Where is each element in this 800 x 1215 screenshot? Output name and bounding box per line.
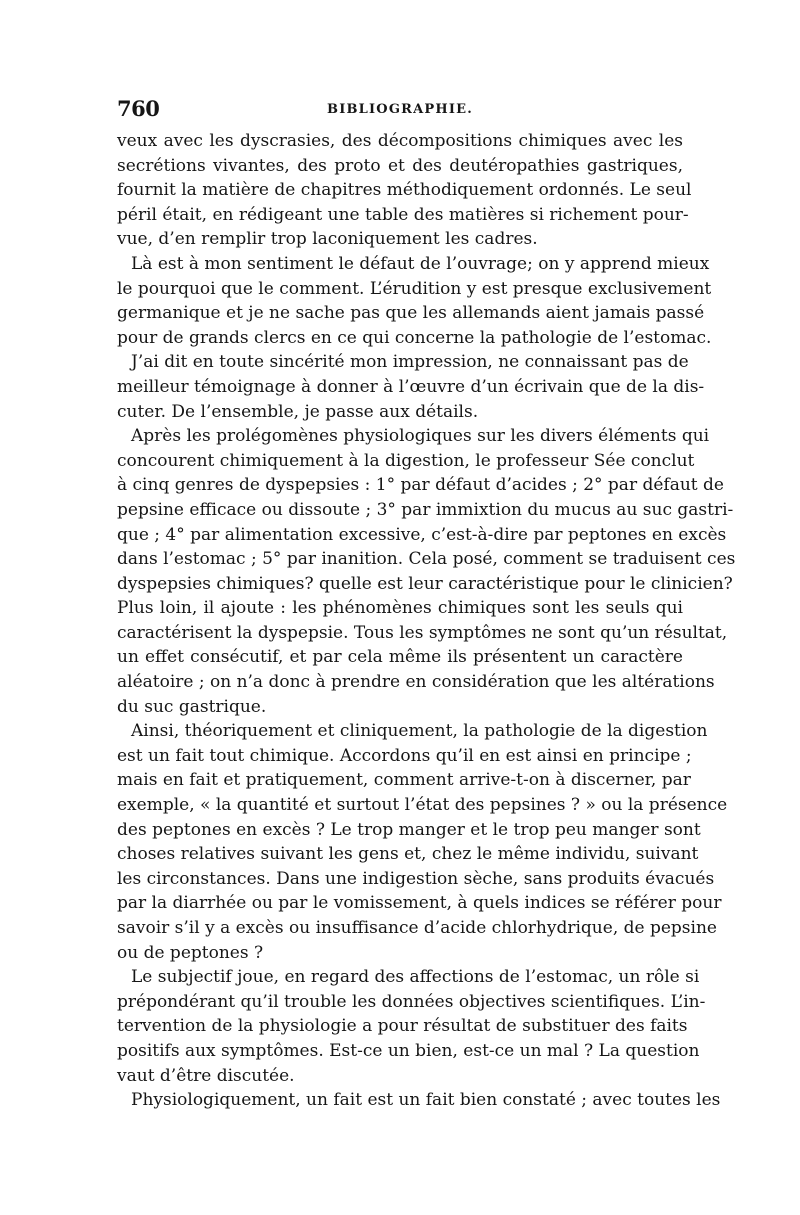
text-line: du suc gastrique. <box>117 696 267 717</box>
text-line: que ; 4° par alimentation excessive, c’est-à-dire par peptones en excès <box>117 524 727 545</box>
text-line: choses relatives suivant les gens et, chez le même individu, suivant <box>117 844 699 865</box>
paragraph <box>117 252 712 350</box>
text-line: caractérisent la dyspepsie. Tous les symptômes ne sont qu’un résultat, <box>117 622 728 643</box>
paragraph <box>117 129 692 252</box>
text-line: dyspepsies chimiques? quelle est leur caractéristique pour le clinicien? <box>117 573 733 594</box>
text-line: pour de grands clercs en ce qui concerne la pathologie de l’estomac. <box>117 327 712 348</box>
text-line: Après les prolégomènes physiologiques sur les divers éléments qui <box>131 426 710 447</box>
text-line: savoir s’il y a excès ou insuffisance d’acide chlorhydrique, de pepsine <box>117 918 717 938</box>
text-line: meilleur témoignage à donner à l’œuvre d’un écrivain que de la dis- <box>117 376 705 397</box>
body-text <box>117 129 736 1113</box>
text-line: positifs aux symptômes. Est-ce un bien, est-ce un mal ? La question <box>117 1040 700 1061</box>
text-line: dans l’estomac ; 5° par inanition. Cela posé, comment se traduisent ces <box>117 549 736 570</box>
text-line: J’ai dit en toute sincérité mon impression, ne connaissant pas de <box>131 352 689 373</box>
text-line: est un fait tout chimique. Accordons qu’il en est ainsi en principe ; <box>117 745 692 766</box>
running-title: BIBLIOGRAPHIE. <box>327 102 473 117</box>
text-line: secrétions vivantes, des proto et des deutéropathies gastriques, <box>117 155 683 176</box>
text-line: par la diarrhée ou par le vomissement, à quels indices se référer pour <box>117 893 722 914</box>
text-line: péril était, en rédigeant une table des matières si richement pour- <box>117 204 689 225</box>
text-line: fournit la matière de chapitres méthodiquement ordonnés. Le seul <box>117 180 692 201</box>
paragraph <box>117 1088 721 1113</box>
text-line: mais en fait et pratiquement, comment arrive-t-on à discerner, par <box>117 770 691 791</box>
paragraph <box>117 719 728 965</box>
text-line: vue, d’en remplir trop laconiquement les cadres. <box>117 229 538 250</box>
text-line: un effet consécutif, et par cela même ils présentent un caractère <box>117 647 683 668</box>
text-line: Physiologiquement, un fait est un fait bien constaté ; avec toutes les <box>131 1090 721 1111</box>
text-line: Plus loin, il ajoute : les phénomènes chimiques sont les seuls qui <box>117 598 683 619</box>
text-line: à cinq genres de dyspepsies : 1° par défaut d’acides ; 2° par défaut de <box>117 475 724 496</box>
text-line: pepsine efficace ou dissoute ; 3° par immixtion du mucus au suc gastri- <box>117 499 734 520</box>
text-line: tervention de la physiologie a pour résultat de substituer des faits <box>117 1016 688 1037</box>
paragraph <box>117 424 736 719</box>
text-line: cuter. De l’ensemble, je passe aux détails. <box>117 401 479 422</box>
text-line: des peptones en excès ? Le trop manger et le trop peu manger sont <box>117 819 701 840</box>
paragraph <box>117 965 706 1088</box>
text-line: vaut d’être discutée. <box>117 1065 295 1086</box>
text-line: veux avec les dyscrasies, des décompositions chimiques avec les <box>117 131 683 151</box>
text-line: concourent chimiquement à la digestion, le professeur Sée conclut <box>117 450 695 471</box>
text-line: germanique et je ne sache pas que les allemands aient jamais passé <box>117 303 705 324</box>
text-line: Le subjectif joue, en regard des affections de l’estomac, un rôle si <box>131 967 700 988</box>
page-number: 760 <box>117 96 160 121</box>
text-line: aléatoire ; on n’a donc à prendre en considération que les altérations <box>117 672 715 693</box>
paragraph <box>117 350 705 424</box>
text-line: Là est à mon sentiment le défaut de l’ouvrage; on y apprend mieux <box>131 253 710 274</box>
text-line: Ainsi, théoriquement et cliniquement, la pathologie de la digestion <box>131 721 708 742</box>
text-line: ou de peptones ? <box>117 942 264 963</box>
text-line: exemple, « la quantité et surtout l’état des pepsines ? » ou la présence <box>117 795 728 816</box>
text-line: prépondérant qu’il trouble les données objectives scientifiques. L’in- <box>117 991 706 1012</box>
text-line: les circonstances. Dans une indigestion sèche, sans produits évacués <box>117 868 715 889</box>
text-line: le pourquoi que le comment. L’érudition y est presque exclusivement <box>117 278 712 299</box>
page-header <box>117 96 683 124</box>
